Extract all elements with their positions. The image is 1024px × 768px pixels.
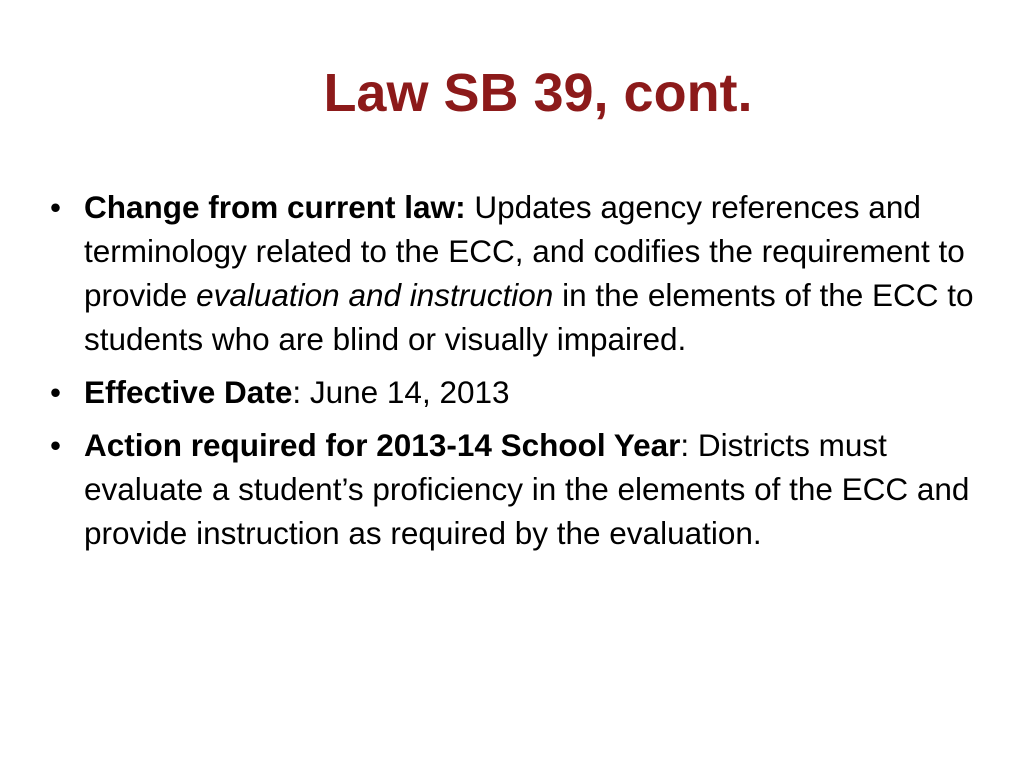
bullet-text: : June 14, 2013: [292, 374, 510, 410]
bullet-text: Updates agency references and terminology related to the ECC, and codifies the requirement to provide: [84, 189, 965, 313]
bullet-text-continued: in the elements of the ECC to students who are blind or visually impaired.: [84, 277, 974, 357]
bullet-item-action-required: [50, 423, 985, 555]
bullet-label: Action required for 2013-14 School Year: [84, 427, 681, 463]
bullet-icon: •: [50, 374, 62, 410]
bullet-emphasis: evaluation and instruction: [196, 277, 554, 313]
bullet-item-effective-date: [50, 370, 985, 414]
bullet-icon: •: [50, 427, 62, 463]
slide-title: Law SB 39, cont.: [323, 63, 753, 123]
bullet-item-change: [50, 185, 985, 361]
bullet-text: : Districts must evaluate a student’s proficiency in the elements of the ECC and provide instruction as required by the evaluation.: [84, 427, 970, 551]
bullet-label: Effective Date: [84, 374, 293, 410]
bullet-list: [50, 185, 985, 564]
bullet-label: Change from current law:: [84, 189, 466, 225]
bullet-icon: •: [50, 189, 62, 225]
